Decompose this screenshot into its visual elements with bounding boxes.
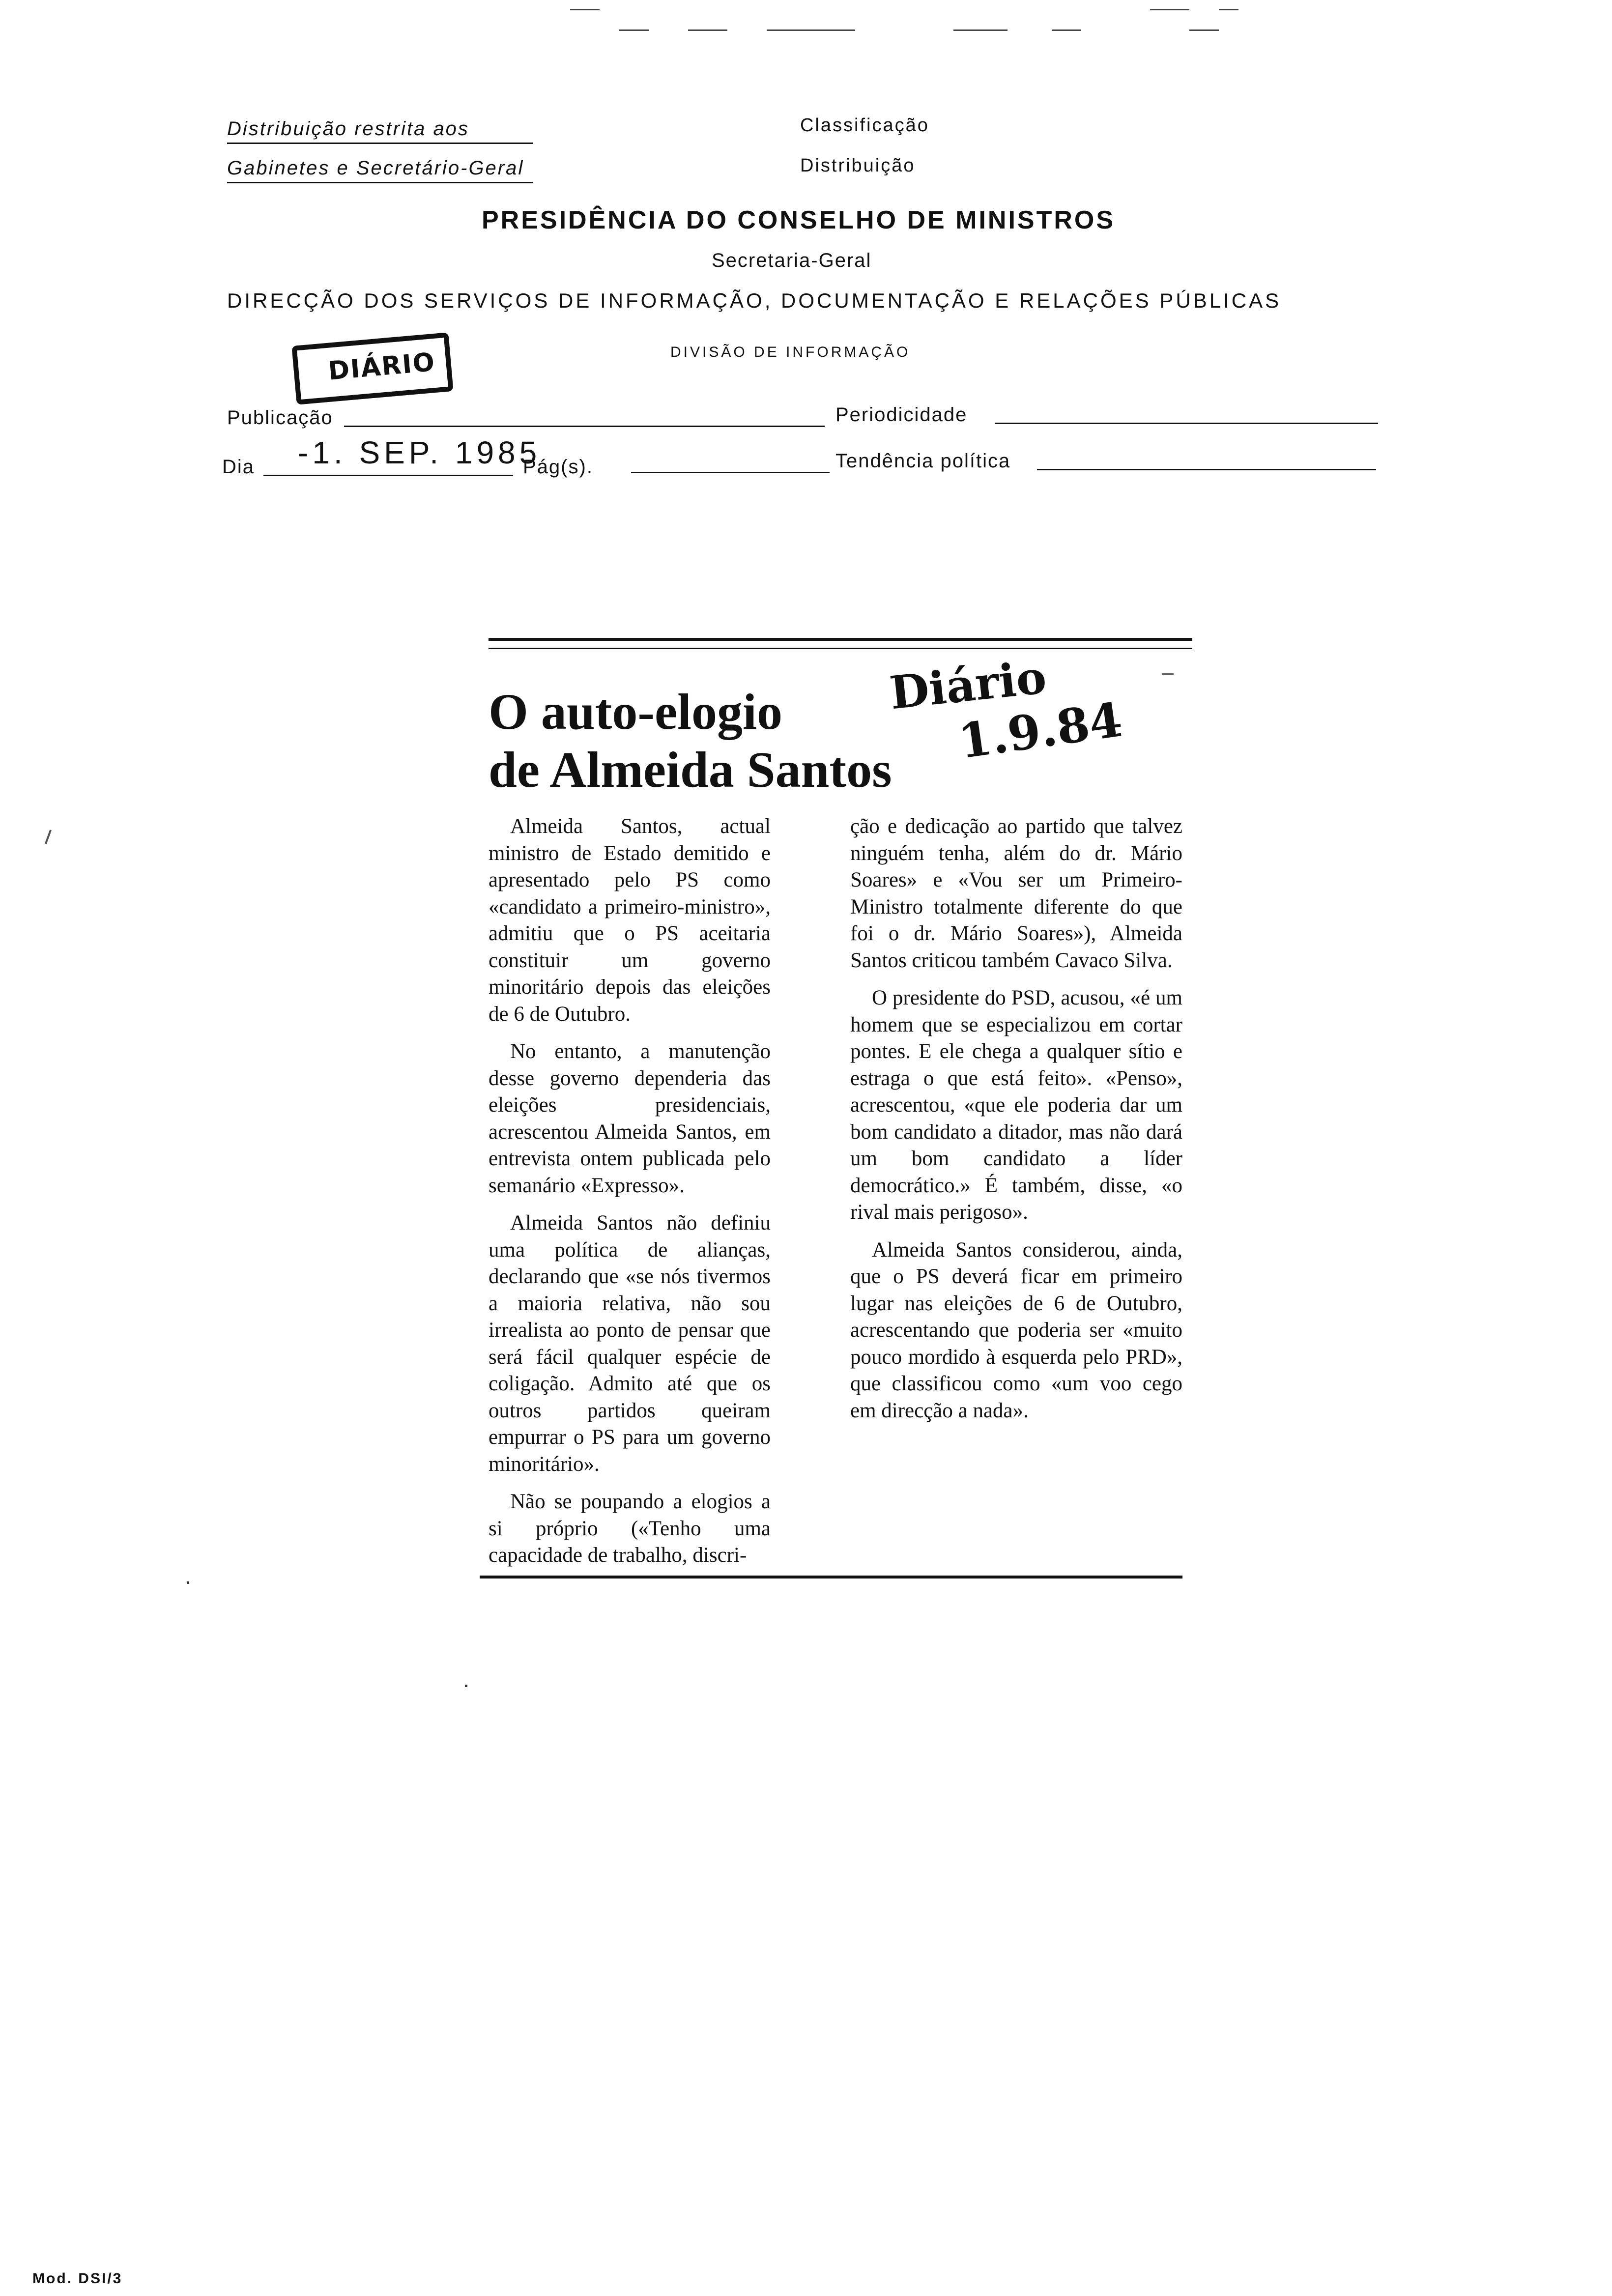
- scan-artifact: [1052, 29, 1081, 31]
- periodicity-field-line: [995, 423, 1378, 424]
- day-label: Dia: [222, 456, 255, 478]
- article-column-left: [489, 813, 771, 1580]
- article-top-rule-thin: [489, 648, 1192, 649]
- paragraph: ção e dedicação ao partido que talvez ninguém tenha, além do dr. Mário Soares» e «Vou ser um Primeiro-Ministro totalmente diferente do que foi o dr. Mário Soares»), Almeida Santos criticou também Cavaco Silva.: [850, 815, 1182, 972]
- scan-mark: [1162, 673, 1174, 675]
- pages-label: Pág(s).: [523, 456, 593, 478]
- distribution-line-2: Gabinetes e Secretário-Geral: [227, 157, 524, 179]
- paragraph: Almeida Santos considerou, ainda, que o PS deverá ficar em primeiro lugar nas eleições de 6 de Outubro, acrescentando que poderia ser «muito pouco mordido à esquerda pelo PRD», que classificou como «um voo cego em direcção a nada».: [850, 1238, 1182, 1422]
- scan-artifact: [570, 9, 600, 10]
- publication-field-line: [344, 426, 825, 427]
- headline-line-1: O auto-elogio: [489, 684, 782, 740]
- distribution-label: Distribuição: [800, 155, 916, 176]
- paragraph: O presidente do PSD, acusou, «é um homem que se especializou em cortar pontes. E ele chega a qualquer sítio e estraga o que está feito». «Penso», acrescentou, «que ele poderia dar um bom candidato a ditador, mas não dará um bom candidato a líder democrático.» É também, disse, «o rival mais perigoso».: [850, 986, 1182, 1224]
- underline: [227, 143, 533, 144]
- scan-mark: [187, 1581, 189, 1584]
- stamp-text: DIÁRIO: [327, 347, 437, 386]
- scan-artifact: [767, 29, 855, 31]
- underline: [227, 182, 533, 183]
- scan-artifact: [1219, 9, 1238, 10]
- day-field-line: [263, 475, 513, 476]
- scan-artifact: [619, 29, 649, 31]
- headline-line-2: de Almeida Santos: [489, 742, 892, 798]
- scan-artifact: [953, 29, 1008, 31]
- scan-artifact: [1150, 9, 1189, 10]
- political-tendency-label: Tendência política: [835, 450, 1011, 472]
- handwritten-source-note: Diário: [887, 650, 1049, 720]
- scan-artifact: [688, 29, 727, 31]
- scan-mark: [45, 830, 52, 844]
- tendency-field-line: [1037, 469, 1376, 470]
- distribution-line-1: Distribuição restrita aos: [227, 118, 469, 140]
- publication-label: Publicação: [227, 407, 333, 429]
- paragraph: Não se poupando a elogios a si próprio («Tenho uma capacidade de trabalho, discri-: [489, 1490, 771, 1567]
- article-column-right: [850, 813, 1182, 1435]
- paragraph: No entanto, a manutenção desse governo dependeria das eleições presidenciais, acrescentou Almeida Santos, em entrevista ontem publicada pelo semanário «Expresso».: [489, 1040, 771, 1197]
- division-title: DIVISÃO DE INFORMAÇÃO: [670, 344, 911, 360]
- article-top-rule: [489, 638, 1192, 641]
- date-value: -1. SEP. 1985: [298, 435, 541, 470]
- newspaper-stamp: [291, 332, 453, 404]
- paragraph: Almeida Santos, actual ministro de Estado demitido e apresentado pelo PS como «candidato a primeiro-ministro», admitiu que o PS aceitaria constituir um governo minoritário depois das eleições de 6 de Outubro.: [489, 815, 771, 1026]
- article-bottom-rule: [480, 1576, 1182, 1578]
- pages-field-line: [631, 472, 830, 473]
- secretariat-title: Secretaria-Geral: [712, 250, 872, 271]
- org-title: PRESIDÊNCIA DO CONSELHO DE MINISTROS: [482, 206, 1116, 234]
- directorate-title: DIRECÇÃO DOS SERVIÇOS DE INFORMAÇÃO, DOCUMENTAÇÃO E RELAÇÕES PÚBLICAS: [227, 289, 1282, 312]
- paragraph: Almeida Santos não definiu uma política de alianças, declarando que «se nós tivermos a maioria relativa, não sou irrealista ao ponto de pensar que será fácil qualquer espécie de coligação. Admito até que os outros partidos queiram empurrar o PS para um governo minoritário».: [489, 1211, 771, 1476]
- scan-artifact: [1189, 29, 1219, 31]
- classification-label: Classificação: [800, 115, 929, 136]
- handwritten-date-note: 1.9.84: [955, 691, 1126, 770]
- periodicity-label: Periodicidade: [835, 404, 968, 426]
- scan-mark: [465, 1685, 467, 1687]
- form-code: Mod. DSI/3: [32, 2270, 123, 2287]
